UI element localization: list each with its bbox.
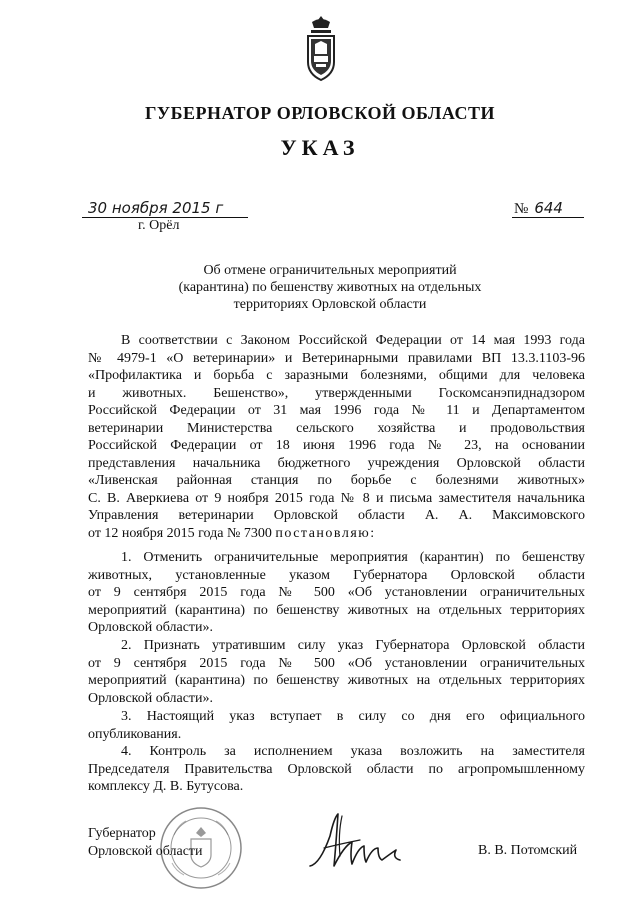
text-line: Председателя Правительства Орловской области по агропромышленному (88, 761, 585, 777)
text-line: опубликования. (88, 726, 182, 742)
signatory-name: В. В. Потомский (478, 843, 578, 858)
text-line: Орловской области». (88, 690, 214, 706)
document-date: 30 ноября 2015 г (88, 199, 224, 217)
coat-of-arms-emblem (302, 14, 340, 82)
text-line: Орловской области». (88, 620, 214, 635)
text-line: 3. Настоящий указ вступает в силу со дня его официального (121, 709, 585, 724)
text-line: комплексу Д. В. Бутусова. (88, 779, 244, 794)
text-line: ветеринарии Министерства сельского хозяйства и продовольствия (88, 420, 585, 436)
number-underline (512, 217, 584, 218)
document-number (514, 199, 563, 218)
decree-item-3 (88, 708, 585, 743)
title-line: (карантина) по бешенству животных на отдельных (178, 280, 482, 295)
text-line: представления начальника бюджетного учреждения Орловской области (88, 455, 585, 471)
text-line: мероприятий (карантина) по бешенству животных на отдельных территориях (88, 673, 585, 688)
text-line: С. В. Аверкиева от 9 ноября 2015 года № 8 и письма заместителя начальника (88, 490, 585, 506)
document-city: г. Орёл (138, 218, 180, 233)
document-type: УКАЗ (280, 135, 360, 160)
title-line: Об отмене ограничительных мероприятий (203, 263, 457, 278)
text-line: от 9 сентября 2015 года № 500 «Об установлении ограничительных (88, 655, 585, 671)
decree-item-2 (88, 637, 585, 707)
text-line-final (88, 525, 585, 543)
text-line: животных, установленные указом Губернатора Орловской области (88, 567, 585, 583)
text-line: В соответствии с Законом Российской Федерации от 14 мая 1993 года (121, 333, 585, 348)
text-line: 1. Отменить ограничительные мероприятия (карантин) по бешенству (121, 550, 585, 565)
text-line: и животных. Бешенство», утвержденными Госкомсанэпиднадзором (88, 385, 585, 401)
decree-item-1 (88, 549, 585, 637)
text-line: от 9 сентября 2015 года № 500 «Об установлении ограничительных (88, 585, 585, 600)
text-line: Российской Федерации от 18 июня 1996 года № 23, на основании (88, 438, 585, 453)
position-line: Губернатор (88, 826, 156, 841)
text-line: Управления ветеринарии Орловской области А. А. Максимовского (88, 508, 585, 523)
handwritten-signature (302, 808, 412, 888)
text-line: «Профилактика и борьба с заразными болезнями, общими для человека (88, 368, 585, 383)
text-line: мероприятий (карантина) по бешенству животных на отдельных территориях (88, 602, 585, 618)
number-value: 644 (534, 199, 563, 217)
issuing-authority: ГУБЕРНАТОР ОРЛОВСКОЙ ОБЛАСТИ (144, 103, 496, 123)
decree-word: постановляю: (275, 525, 376, 541)
number-sign: № (514, 201, 529, 217)
preamble-paragraph (88, 332, 585, 542)
decree-item-4 (88, 743, 585, 796)
text-line: № 4979-1 «О ветеринарии» и Ветеринарными правилами ВП 13.3.1103-96 (88, 350, 585, 366)
signatory-position (88, 825, 203, 861)
text-line: 2. Признать утратившим силу указ Губернатора Орловской области (121, 638, 585, 653)
text-line: 4. Контроль за исполнением указа возложить на заместителя (121, 744, 585, 759)
position-line: Орловской области (88, 844, 203, 859)
decree-title (160, 262, 500, 313)
text-line: «Ливенская районная станция по борьбе с болезнями животных» (88, 473, 585, 488)
preamble-last-line: от 12 ноября 2015 года № 7300 (88, 525, 272, 541)
title-line: территориях Орловской области (233, 297, 427, 312)
text-line: Российской Федерации от 31 мая 1996 года № 11 и Департаментом (88, 403, 585, 418)
